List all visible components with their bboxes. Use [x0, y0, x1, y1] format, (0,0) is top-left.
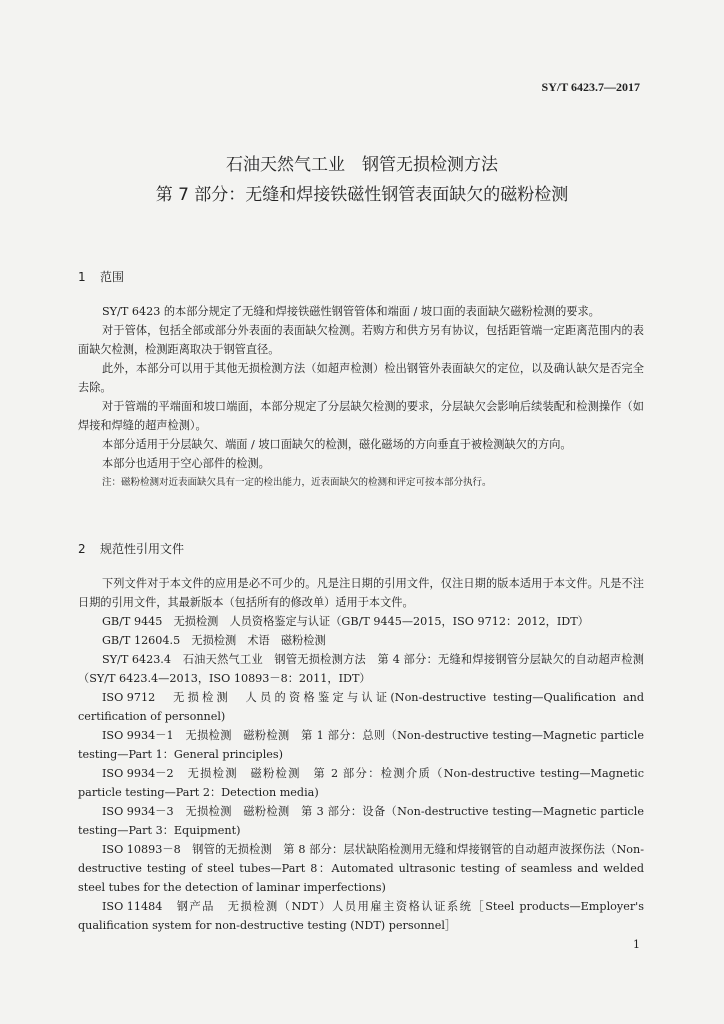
reference-text: 钢管的无损检测 第 8 部分：层状缺陷检测用无缝和焊接钢管的自动超声波探伤法（Non-destructive testing of steel tubes—Part 8：Automated ultrasonic testing of seamless and welded steel tubes for the detection of laminar imperfections) [78, 843, 644, 894]
section-number: 1 [78, 270, 86, 284]
paragraph: 对于管端的平端面和坡口端面，本部分规定了分层缺欠检测的要求，分层缺欠会影响后续装配和检测操作（如焊接和焊缝的超声检测）。 [78, 400, 644, 432]
references-body [78, 574, 644, 935]
paragraph: 此外，本部分可以用于其他无损检测方法（如超声检测）检出钢管外表面缺欠的定位，以及确认缺欠是否完全去除。 [78, 362, 644, 394]
page-number: 1 [633, 938, 640, 951]
reference-code: ISO 9934－2 [102, 767, 174, 780]
paragraph: 对于管体，包括全部或部分外表面的表面缺欠检测。若购方和供方另有协议，包括距管端一定距离范围内的表面缺欠检测，检测距离取决于钢管直径。 [78, 324, 644, 356]
paragraph: 本部分也适用于空心部件的检测。 [102, 457, 270, 470]
reference-item [78, 631, 644, 650]
reference-text: 无损检测 人员的资格鉴定与认证(Non-destructive testing—Qualification and certification of personnel) [78, 691, 644, 723]
reference-text: 无损检测 术语 磁粉检测 [180, 634, 326, 647]
reference-item [78, 840, 644, 897]
reference-code: ISO 9934－1 [102, 729, 174, 742]
reference-text: 无损检测 磁粉检测 第 2 部分：检测介质（Non-destructive testing—Magnetic particle testing—Part 2：Detection media) [78, 767, 644, 799]
reference-text: 无损检测 人员资格鉴定与认证（GB/T 9445—2015，ISO 9712：2012，IDT） [162, 615, 589, 628]
reference-item [78, 802, 644, 840]
reference-text: 钢产品 无损检测（NDT）人员用雇主资格认证系统［Steel products—Employer's qualification system for non-destructive testing (NDT) personnel］ [78, 900, 644, 932]
reference-code: ISO 9934－3 [102, 805, 174, 818]
reference-code: GB/T 9445 [102, 615, 163, 628]
reference-text: 无损检测 磁粉检测 第 3 部分：设备（Non-destructive testing—Magnetic particle testing—Part 3：Equipment) [78, 805, 644, 837]
standard-code: SY/T 6423.7—2017 [541, 80, 640, 94]
section-heading-normative-references [78, 540, 184, 557]
paragraph: 本部分适用于分层缺欠、端面 / 坡口面缺欠的检测，磁化磁场的方向垂直于被检测缺欠的方向。 [102, 438, 572, 451]
paragraph: SY/T 6423 的本部分规定了无缝和焊接铁磁性钢管管体和端面 / 坡口面的表面缺欠磁粉检测的要求。 [102, 305, 600, 318]
document-title-line1: 石油天然气工业 钢管无损检测方法 [226, 155, 498, 175]
section-title: 规范性引用文件 [100, 542, 185, 556]
reference-item [78, 764, 644, 802]
reference-text: 石油天然气工业 钢管无损检测方法 第 4 部分：无缝和焊接钢管分层缺欠的自动超声检测（SY/T 6423.4—2013，ISO 10893－8：2011，IDT） [78, 653, 644, 685]
note: 注：磁粉检测对近表面缺欠具有一定的检出能力，近表面缺欠的检测和评定可按本部分执行。 [102, 477, 492, 488]
reference-code: ISO 10893－8 [102, 843, 181, 856]
reference-item [78, 688, 644, 726]
reference-code: ISO 9712 [102, 691, 156, 704]
paragraph: 下列文件对于本文件的应用是必不可少的。凡是注日期的引用文件，仅注日期的版本适用于本文件。凡是不注日期的引用文件，其最新版本（包括所有的修改单）适用于本文件。 [78, 577, 644, 609]
reference-item [78, 650, 644, 688]
reference-item [78, 612, 644, 631]
section-number: 2 [78, 542, 86, 556]
document-title-line2: 第 7 部分：无缝和焊接铁磁性钢管表面缺欠的磁粉检测 [155, 185, 569, 205]
reference-code: SY/T 6423.4 [102, 653, 171, 666]
section-heading-scope [78, 268, 124, 285]
reference-code: ISO 11484 [102, 900, 163, 913]
scope-body [78, 302, 644, 492]
reference-item [78, 726, 644, 764]
reference-item [78, 897, 644, 935]
section-title: 范围 [100, 270, 125, 284]
reference-text: 无损检测 磁粉检测 第 1 部分：总则（Non-destructive testing—Magnetic particle testing—Part 1：General principles) [78, 729, 644, 761]
reference-code: GB/T 12604.5 [102, 634, 181, 647]
